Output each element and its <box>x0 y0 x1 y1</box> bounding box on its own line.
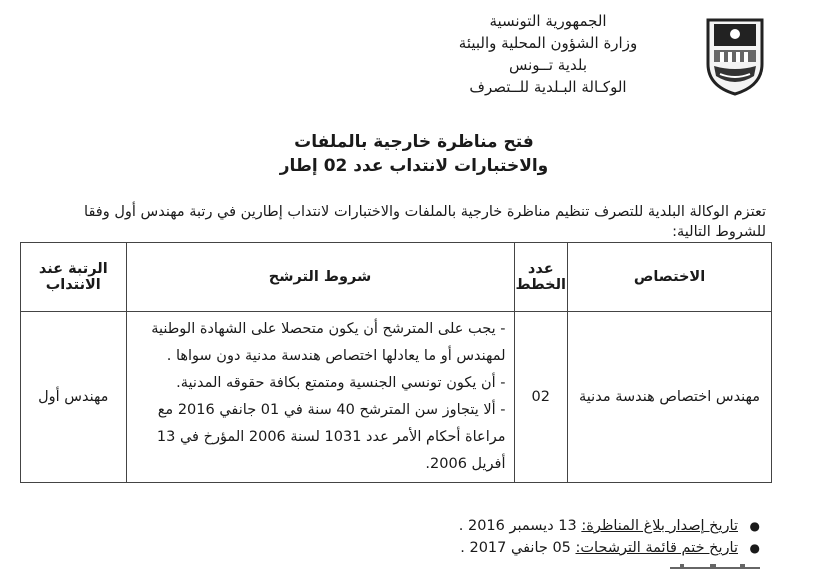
cropped-text-fragment <box>670 563 760 572</box>
date-value-announcement: 13 ديسمبر 2016 . <box>458 518 577 534</box>
header-line-ministry: وزارة الشؤون المحلية والبيئة <box>458 34 638 52</box>
table-row <box>21 312 772 483</box>
condition-diploma: - يجب على المترشح أن يكون متحصلا على الشهادة الوطنية لمهندس أو ما يعادلها اختصاص هندسة مدنية دون سواها . <box>151 321 506 364</box>
bullet-icon: ● <box>749 541 760 555</box>
list-item <box>160 515 760 537</box>
title-line-2: والاختبارات لانتداب عدد 02 إطار <box>279 156 549 176</box>
bullet-icon: ● <box>749 519 760 533</box>
header-specialty: الاختصاص <box>568 243 772 312</box>
table-header-row <box>21 243 772 312</box>
date-value-deadline: 05 جانفي 2017 . <box>460 540 571 556</box>
header-block <box>418 10 678 98</box>
title-line-1: فتح مناظرة خارجية بالملفات <box>294 132 534 152</box>
header-conditions: شروط الترشح <box>126 243 514 312</box>
document-title <box>0 130 828 178</box>
header-count: عدد الخطط <box>514 243 568 312</box>
list-item <box>160 537 760 559</box>
header-line-republic: الجمهورية التونسية <box>489 12 607 30</box>
date-label-deadline: تاريخ ختم قائمة الترشحات: <box>575 540 738 556</box>
cell-count: 02 <box>514 312 568 483</box>
dates-list <box>160 515 760 559</box>
header-line-municipality: بلدية تــونس <box>508 56 587 74</box>
municipality-coat-of-arms-icon <box>700 14 770 98</box>
condition-nationality: - أن يكون تونسي الجنسية ومتمتع بكافة حقوقه المدنية. <box>176 375 506 391</box>
cell-conditions <box>126 312 514 483</box>
conditions-table <box>20 242 772 483</box>
header-rank: الرتبة عند الانتداب <box>21 243 127 312</box>
header-line-agency: الوكـالة البـلدية للــتصرف <box>469 78 627 96</box>
cell-specialty: مهندس اختصاص هندسة مدنية <box>568 312 772 483</box>
intro-paragraph: تعتزم الوكالة البلدية للتصرف تنظيم مناظرة خارجية بالملفات والاختبارات لانتداب إطارين في رتبة مهندس أول وفقا للشروط التالية: <box>84 204 766 240</box>
condition-age: - ألا يتجاوز سن المترشح 40 سنة في 01 جانفي 2016 مع مراعاة أحكام الأمر عدد 1031 لسنة 2006 المؤرخ في 13 أفريل 2006. <box>156 402 506 472</box>
date-label-announcement: تاريخ إصدار بلاغ المناظرة: <box>581 518 738 534</box>
cell-rank: مهندس أول <box>21 312 127 483</box>
